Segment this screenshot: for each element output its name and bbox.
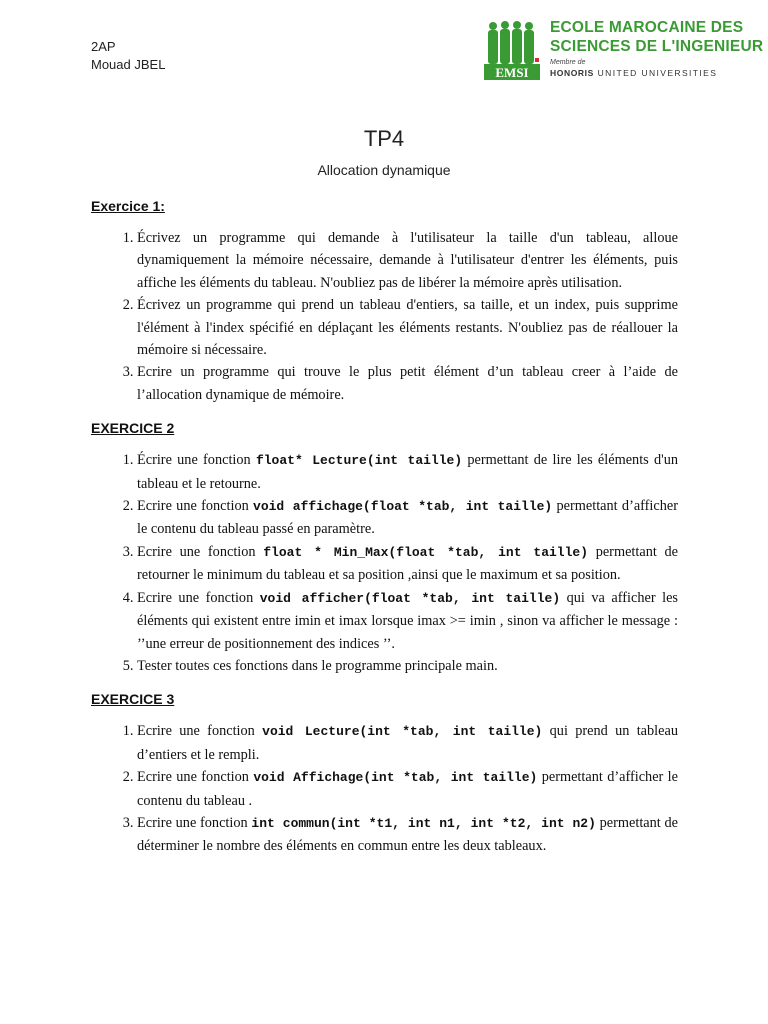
list-item: 1. Écrivez un programme qui demande à l'utilisateur la taille d'un tableau, alloue dynamiquement la mémoire nécessaire, demande à l'utilisateur d'entrer les éléments, puis affiche les éléments du tableau. N'oubliez pas de libérer la mémoire après utilisation. — [137, 227, 678, 294]
list-item: 5. Tester toutes ces fonctions dans le programme principale main. — [137, 655, 678, 677]
code-snippet: void Affichage(int *tab, int taille) — [253, 770, 538, 786]
emsi-logo-icon — [484, 20, 540, 80]
code-snippet: float * Min_Max(float *tab, int taille) — [263, 544, 589, 560]
logo-member: Membre de — [550, 59, 586, 66]
code-snippet: void afficher(float *tab, int taille) — [259, 590, 561, 606]
author-name: Mouad JBEL — [91, 57, 166, 72]
code-snippet: void affichage(float *tab, int taille) — [253, 499, 553, 515]
logo-badge: EMSI — [495, 65, 529, 80]
logo-line2: SCIENCES DE L'INGENIEUR — [550, 38, 764, 55]
list-item: 2. Ecrire une fonction void Affichage(int *tab, int taille) permettant d’afficher le contenu du tableau . — [137, 766, 678, 812]
header-info — [91, 38, 165, 74]
list-item: 3. Ecrire une fonction float * Min_Max(float *tab, int taille) permettant de retourner le minimum du tableau et sa position ,ainsi que le maximum et sa position. — [137, 541, 678, 587]
list-item: 3. Ecrire une fonction int commun(int *t1, int n1, int *t2, int n2) permettant de déterminer le nombre des éléments en commun entre les deux tableaux. — [137, 812, 678, 858]
page-subtitle: Allocation dynamique — [317, 162, 451, 178]
exercise1-heading: Exercice 1: — [91, 198, 165, 214]
class-label: 2AP — [91, 39, 116, 54]
list-item: 3. Ecrire un programme qui trouve le plus petit élément d’un tableau creer à l’aide de l’allocation dynamique de mémoire. — [137, 361, 678, 406]
exercise3-list — [91, 720, 678, 857]
list-item: 2. Ecrire une fonction void affichage(float *tab, int taille) permettant d’afficher le contenu du tableau passé en paramètre. — [137, 495, 678, 541]
list-item: 2. Écrivez un programme qui prend un tableau d'entiers, sa taille, et un index, puis supprime l'élément à l'index spécifié en déplaçant les éléments restants. N'oubliez pas de réallouer la mémoire si nécessaire. — [137, 294, 678, 361]
exercise3-heading: EXERCICE 3 — [91, 691, 175, 708]
code-snippet: void Lecture(int *tab, int taille) — [262, 724, 543, 740]
logo-honoris: HONORIS UNITED UNIVERSITIES — [550, 68, 718, 78]
page-title: TP4 — [363, 126, 405, 151]
exercise2-heading: EXERCICE 2 — [91, 420, 175, 437]
exercise1-list — [91, 227, 678, 406]
document-body — [91, 197, 678, 871]
logo-line1: ECOLE MAROCAINE DES — [550, 19, 744, 36]
list-item: 1. Ecrire une fonction void Lecture(int *tab, int taille) qui prend un tableau d’entiers et le rempli. — [137, 720, 678, 766]
exercise2-list — [91, 449, 678, 677]
list-item: 1. Écrire une fonction float* Lecture(int taille) permettant de lire les éléments d'un tableau et le retourne. — [137, 449, 678, 495]
school-logo — [484, 16, 764, 82]
list-item: 4. Ecrire une fonction void afficher(float *tab, int taille) qui va afficher les éléments qui existent entre imin et imax lorsque imax >= imin , sinon va afficher le message : ’’une erreur de positionnement des indices ’’. — [137, 587, 678, 655]
code-snippet: int commun(int *t1, int n1, int *t2, int n2) — [251, 815, 596, 831]
code-snippet: float* Lecture(int taille) — [255, 453, 463, 469]
